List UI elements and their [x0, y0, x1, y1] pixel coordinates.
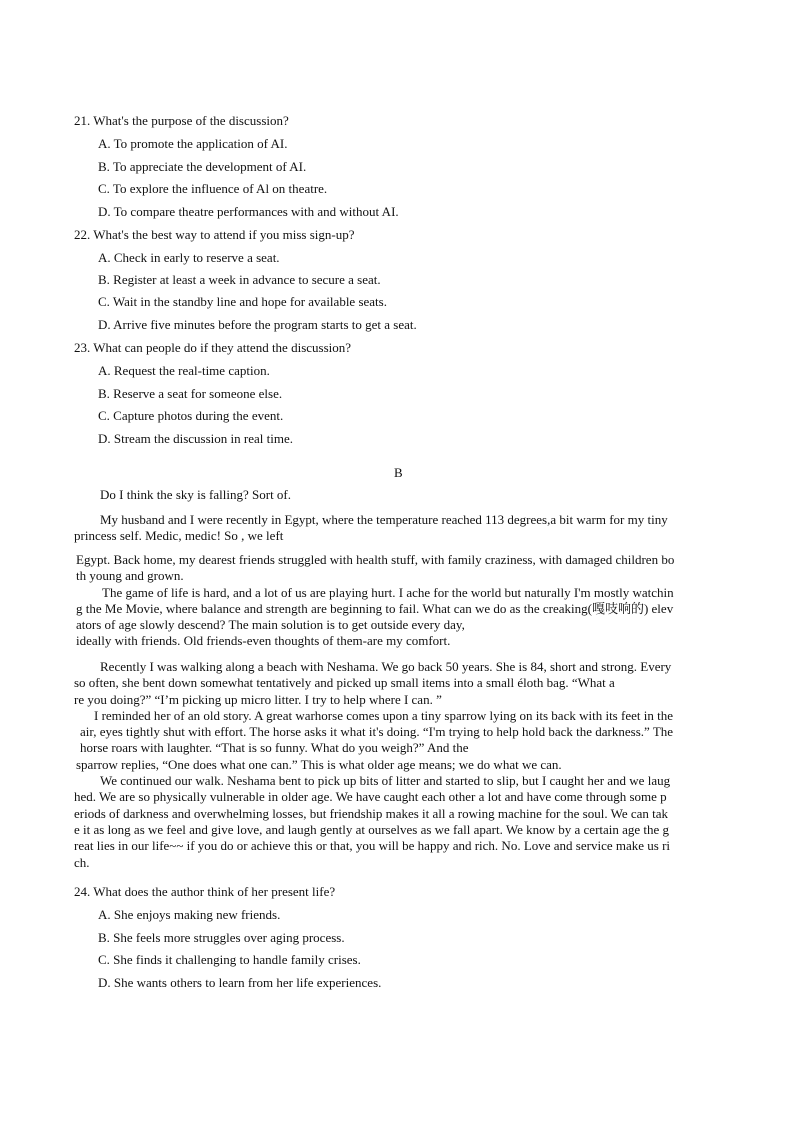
- question-23-option-b: B. Reserve a seat for someone else.: [98, 386, 283, 401]
- passage-line: ators of age slowly descend? The main solution is to get outside every day,: [76, 617, 465, 633]
- passage-line: My husband and I were recently in Egypt, where the temperature reached 113 degrees,a bit warm for my tiny: [100, 512, 668, 527]
- passage-line: horse roars with laughter. “That is so funny. What do you weigh?” And the: [80, 740, 469, 756]
- passage-line: reat lies in our life~~ if you do or achieve this or that, you will be happy and rich. No. Love and service make us ri: [74, 838, 671, 854]
- question-22-option-d: D. Arrive five minutes before the program starts to get a seat.: [98, 317, 417, 332]
- passage-line: air, eyes tightly shut with effort. The horse asks it what it's doing. “I'm trying to help hold back the darkness.” The: [80, 724, 674, 740]
- question-21-option-b: B. To appreciate the development of AI.: [98, 159, 307, 174]
- passage-line: I reminded her of an old story. A great warhorse comes upon a tiny sparrow lying on its back with its feet in the: [94, 707, 673, 723]
- passage-line: The game of life is hard, and a lot of us are playing hurt. I ache for the world but naturally I'm mostly watchin: [102, 584, 674, 600]
- passage-line: ideally with friends. Old friends-even thoughts of them-are my comfort.: [76, 633, 451, 649]
- passage-paragraph-4: [74, 659, 727, 871]
- question-24-option-a: A. She enjoys making new friends.: [98, 907, 281, 922]
- question-23-option-c: C. Capture photos during the event.: [98, 408, 284, 423]
- question-23-option-d: D. Stream the discussion in real time.: [98, 431, 293, 446]
- passage-paragraph-2: [74, 512, 727, 545]
- question-21-option-c: C. To explore the influence of Al on theatre.: [98, 181, 328, 196]
- passage-line: ch.: [74, 854, 90, 870]
- passage-line: We continued our walk. Neshama bent to pick up bits of litter and started to slip, but I caught her and we laug: [100, 773, 671, 789]
- passage-line: sparrow replies, “One does what one can.” This is what older age means; we do what we can.: [76, 756, 562, 772]
- question-21-option-d: D. To compare theatre performances with and without AI.: [98, 204, 399, 219]
- question-22-option-c: C. Wait in the standby line and hope for available seats.: [98, 294, 387, 309]
- passage-line: eriods of darkness and overwhelming losses, but friendship makes it all a rowing machine for the soul. We can tak: [74, 805, 669, 821]
- passage-line: princess self. Medic, medic! So , we left: [74, 528, 284, 544]
- passage-paragraph-1: Do I think the sky is falling? Sort of.: [100, 487, 292, 502]
- passage-line: th young and grown.: [76, 568, 184, 584]
- passage-paragraph-3: [76, 552, 729, 650]
- passage-line: hed. We are so physically vulnerable in older age. We have caught each other a lot and have come through some p: [74, 789, 667, 805]
- question-24-option-b: B. She feels more struggles over aging process.: [98, 930, 345, 945]
- question-22-option-a: A. Check in early to reserve a seat.: [98, 250, 280, 265]
- question-21-option-a: A. To promote the application of AI.: [98, 136, 288, 151]
- question-23-stem: 23. What can people do if they attend the discussion?: [74, 340, 352, 355]
- question-23-option-a: A. Request the real-time caption.: [98, 363, 270, 378]
- question-22-option-b: B. Register at least a week in advance to secure a seat.: [98, 272, 381, 287]
- question-24-stem: 24. What does the author think of her present life?: [74, 884, 336, 899]
- question-22-stem: 22. What's the best way to attend if you miss sign-up?: [74, 227, 355, 242]
- section-label: B: [394, 465, 403, 480]
- question-24-option-c: C. She finds it challenging to handle family crises.: [98, 952, 361, 967]
- question-24-option-d: D. She wants others to learn from her life experiences.: [98, 975, 382, 990]
- question-21-stem: 21. What's the purpose of the discussion?: [74, 113, 289, 128]
- passage-line: so often, she bent down somewhat tentatively and picked up small items into a small éloth bag. “What a: [74, 675, 615, 691]
- passage-line: re you doing?” “I’m picking up micro litter. I try to help where I can. ”: [74, 691, 442, 707]
- passage-line: Egypt. Back home, my dearest friends struggled with health stuff, with family craziness, with damaged children bo: [76, 552, 675, 567]
- passage-line: g the Me Movie, where balance and strength are beginning to fail. What can we do as the creaking(嘎吱响的) elev: [76, 600, 674, 616]
- passage-line: Recently I was walking along a beach with Neshama. We go back 50 years. She is 84, short and strong. Every: [100, 659, 672, 674]
- passage-line: e it as long as we feel and give love, and laugh gently at ourselves as we fall apart. We know by a certain age the g: [74, 821, 670, 837]
